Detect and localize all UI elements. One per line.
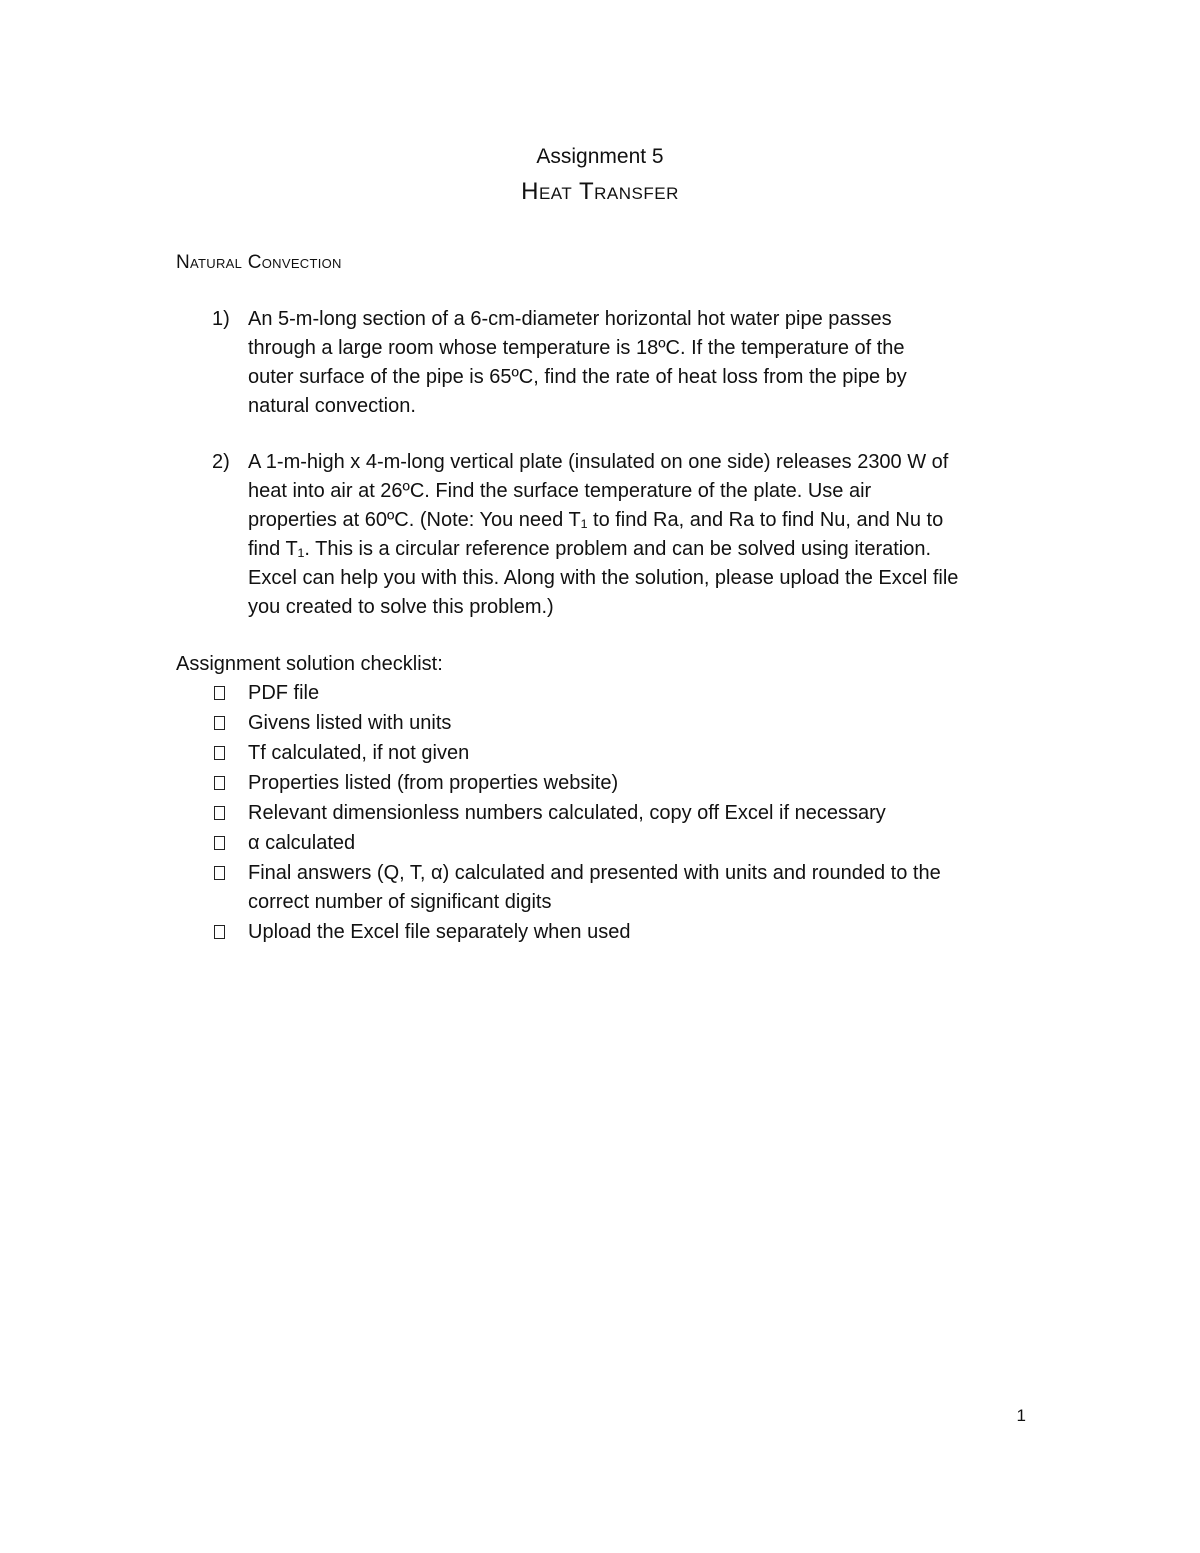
checklist-item-text: Givens listed with units [248,712,452,734]
checklist-item [212,859,1042,917]
checkbox-icon [214,776,225,790]
checkbox-icon [214,806,225,820]
checklist-item-text: Upload the Excel file separately when used [248,921,631,943]
problem-number: 1) [212,308,230,330]
problem-line: An 5-m-long section of a 6-cm-diameter horizontal hot water pipe passes [248,308,892,330]
problem-line: find T₁. This is a circular reference problem and can be solved using iteration. [248,538,932,560]
checklist-item-text: Tf calculated, if not given [248,742,470,764]
problem-line: properties at 60ºC. (Note: You need T₁ to find Ra, and Ra to find Nu, and Nu to [248,509,944,531]
problem-line: Excel can help you with this. Along with the solution, please upload the Excel file [248,567,959,589]
page-number: 1 [1016,1406,1026,1425]
checklist-item-text: PDF file [248,682,320,704]
checklist-item-text: Relevant dimensionless numbers calculated, copy off Excel if necessary [248,802,886,824]
problem-2 [212,448,1042,622]
problem-line: you created to solve this problem.) [248,596,554,618]
section-heading: Natural Convection [176,252,342,273]
checklist-item-text: correct number of significant digits [248,891,552,913]
assignment-title: Assignment 5 [536,145,664,168]
checklist-item-text: α calculated [248,832,356,854]
checklist-item [212,769,1042,798]
checklist-item-text: Properties listed (from properties website) [248,772,619,794]
problem-line: natural convection. [248,395,416,417]
problem-text [248,448,1042,622]
checkbox-icon [214,746,225,760]
problem-line: outer surface of the pipe is 65ºC, find the rate of heat loss from the pipe by [248,366,907,388]
problem-line: heat into air at 26ºC. Find the surface temperature of the plate. Use air [248,480,872,502]
course-subject: Heat Transfer [521,178,679,205]
checklist-item [212,679,1042,708]
checkbox-icon [214,716,225,730]
checkbox-icon [214,925,225,939]
checklist-heading: Assignment solution checklist: [176,653,443,675]
checklist-item [212,739,1042,768]
checkbox-icon [214,686,225,700]
checklist-item [212,709,1042,738]
checkbox-icon [214,866,225,880]
checklist-item [212,799,1042,828]
solution-checklist [212,679,1042,948]
checkbox-icon [214,836,225,850]
problem-number: 2) [212,451,230,473]
problem-line: A 1-m-high x 4-m-long vertical plate (insulated on one side) releases 2300 W of [248,451,949,473]
checklist-item [212,918,1042,947]
checklist-item [212,829,1042,858]
problem-1 [212,305,1042,421]
problem-line: through a large room whose temperature is 18ºC. If the temperature of the [248,337,905,359]
problem-text [248,305,1042,421]
checklist-item-text: Final answers (Q, T, α) calculated and presented with units and rounded to the [248,862,941,884]
